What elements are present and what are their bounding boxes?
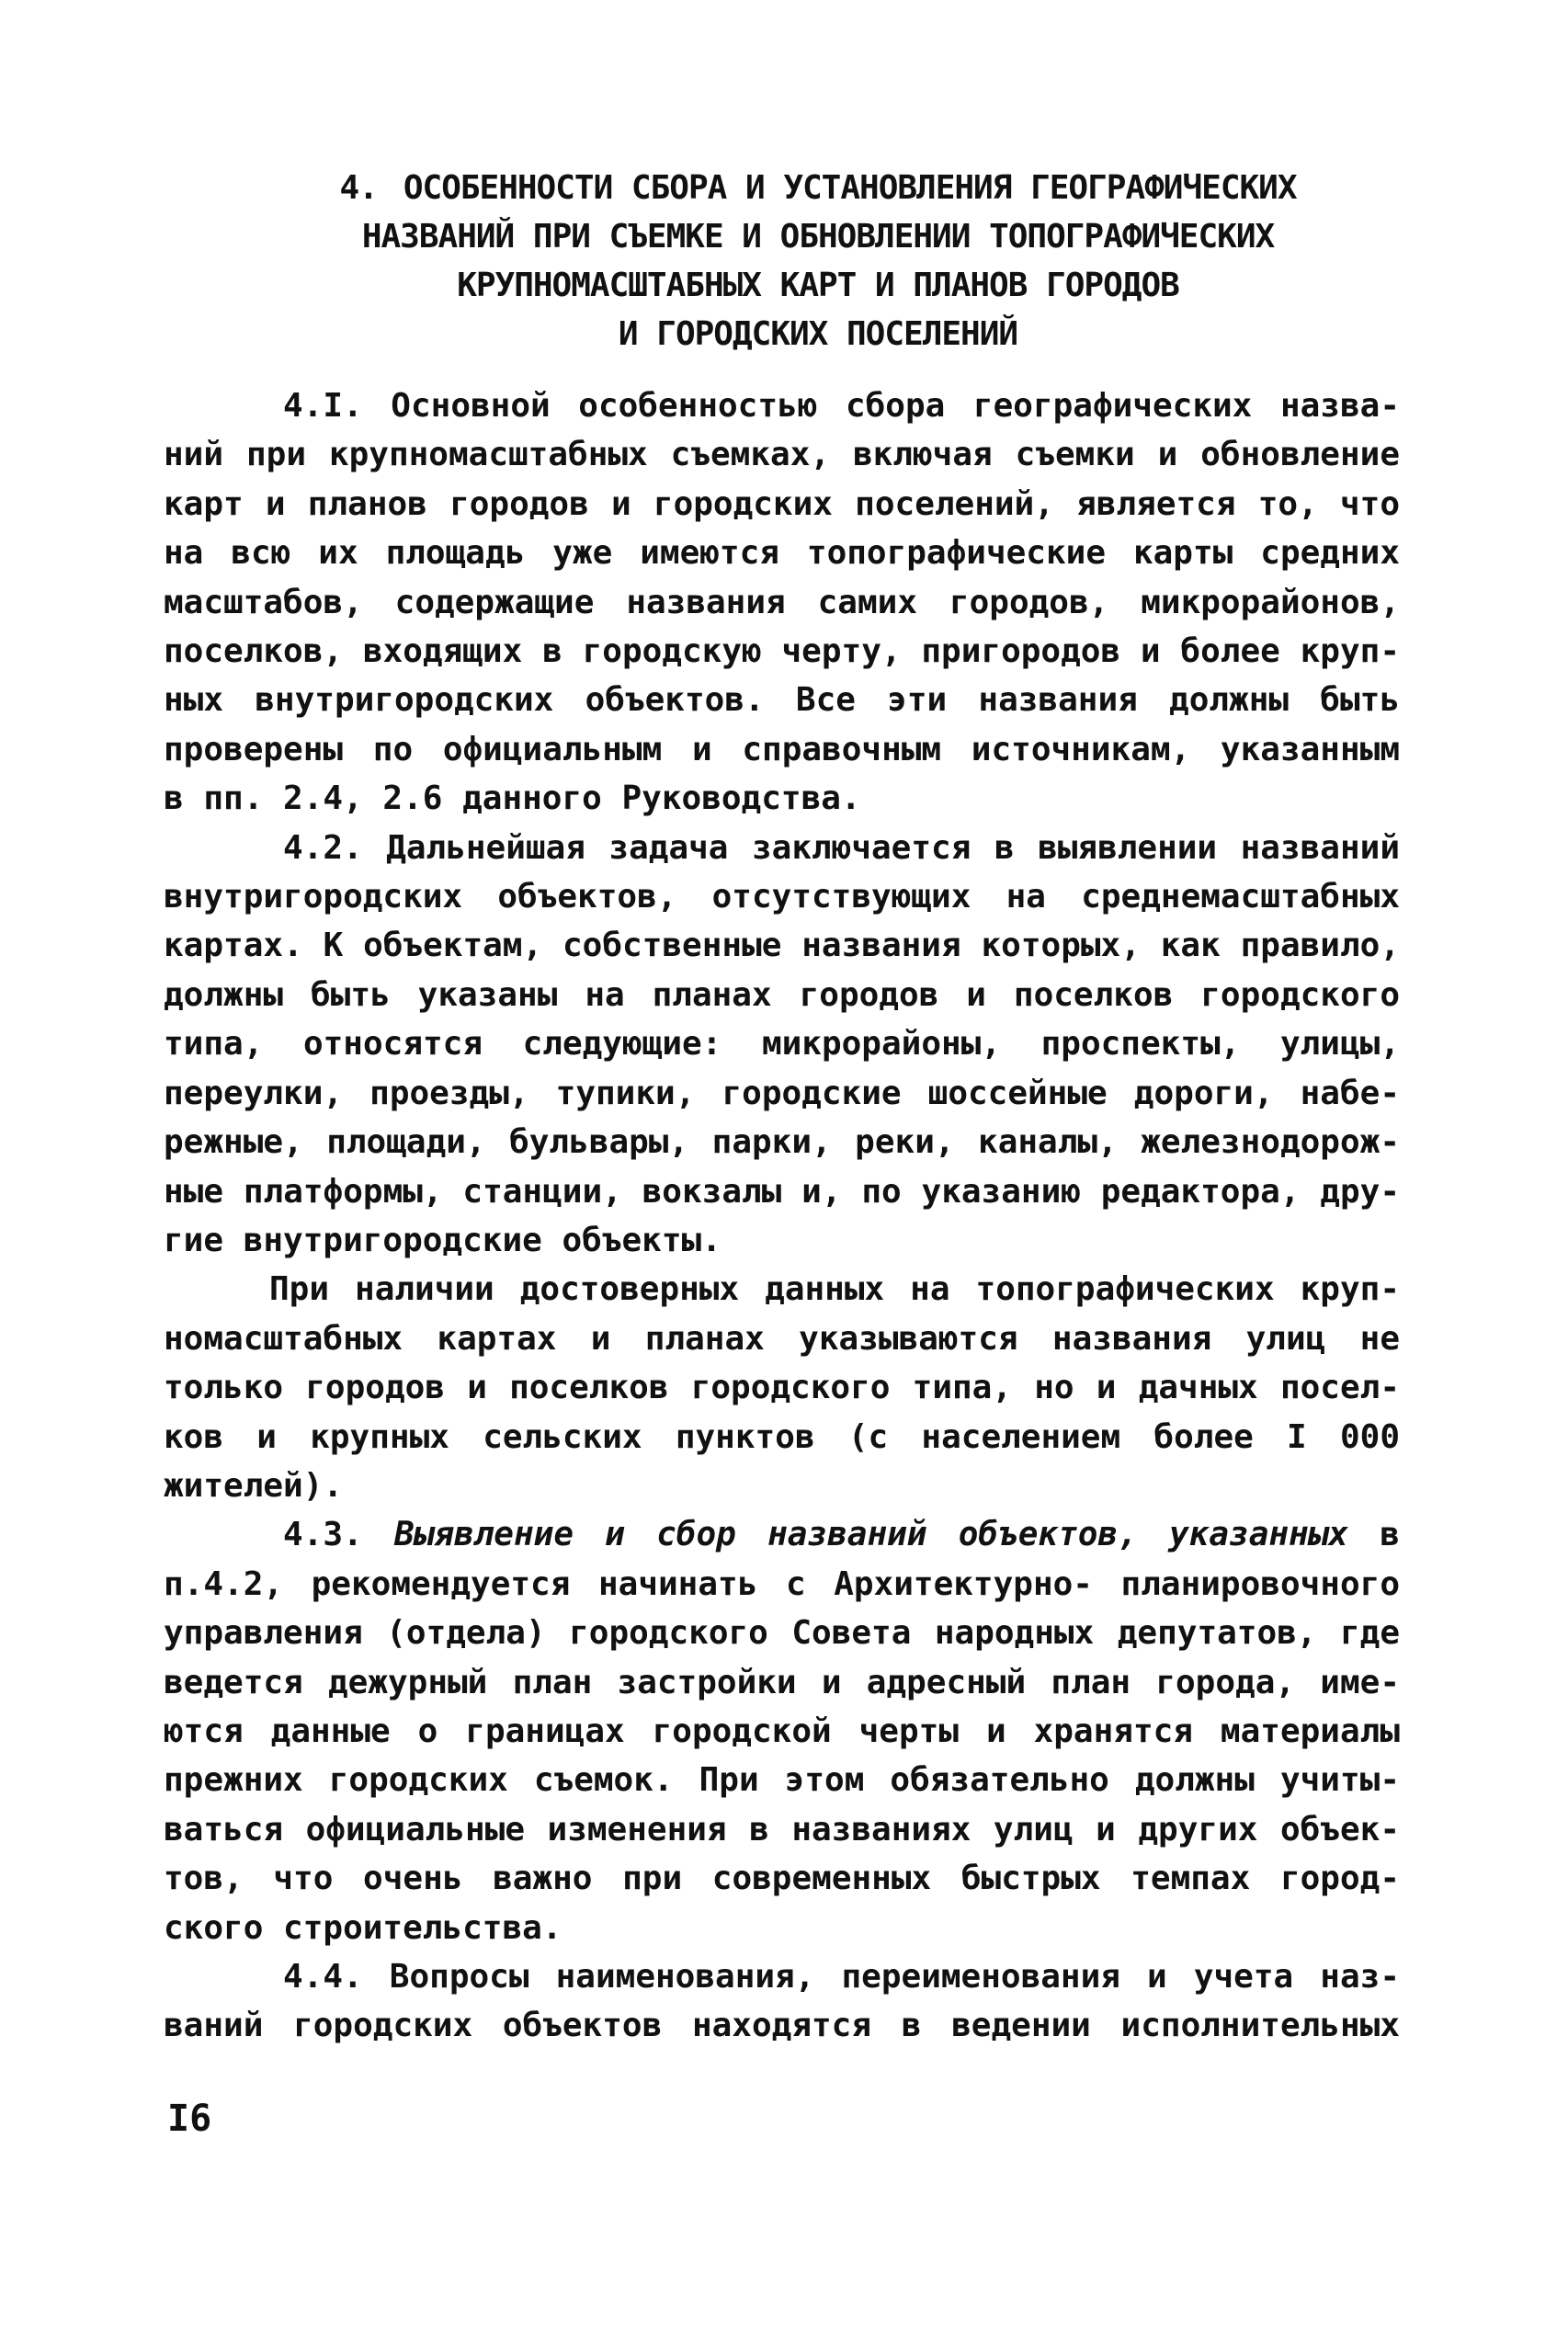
text-line: п.4.2, рекомендуется начинать с Архитектурно- планировочного — [164, 1564, 1400, 1603]
paragraph-4-3 — [164, 1510, 1400, 1952]
text-line: внутригородских объектов, отсутствующих на среднемасштабных — [164, 878, 1400, 916]
text-line: должны быть указаны на планах городов и поселков городского — [164, 975, 1400, 1014]
heading-line: НАЗВАНИЙ ПРИ СЪЕМКЕ И ОБНОВЛЕНИИ ТОПОГРАФИЧЕСКИХ — [361, 218, 1275, 256]
text-line: ского строительства. — [164, 1908, 562, 1947]
text-line: прежних городских съемок. При этом обязательно должны учиты- — [164, 1761, 1400, 1800]
text-line: ются данные о границах городской черты и хранятся материалы — [164, 1712, 1400, 1750]
text-line: в пп. 2.4, 2.6 данного Руководства. — [164, 779, 861, 818]
page-number: I6 — [167, 2098, 212, 2140]
text-line: переулки, проезды, тупики, городские шоссейные дороги, набе- — [164, 1074, 1400, 1112]
text-line: ведется дежурный план застройки и адресный план города, име- — [164, 1663, 1400, 1701]
body-text — [164, 381, 1400, 2051]
paragraph-4-1 — [164, 381, 1400, 824]
heading-line: 4. ОСОБЕННОСТИ СБОРА И УСТАНОВЛЕНИЯ ГЕОГРАФИЧЕСКИХ — [339, 169, 1297, 207]
text-line: типа, относятся следующие: микрорайоны, проспекты, улицы, — [164, 1025, 1400, 1064]
heading-line: И ГОРОДСКИХ ПОСЕЛЕНИЙ — [618, 315, 1018, 353]
text-line: ные платформы, станции, вокзалы и, по указанию редактора, дру- — [164, 1172, 1400, 1211]
text-line: на всю их площадь уже имеются топографические карты средних — [164, 534, 1400, 573]
text-line: При наличии достоверных данных на топографических круп- — [269, 1270, 1400, 1309]
text-line: 4.I. Основной особенностью сбора географических назва- — [283, 387, 1400, 425]
text-line: 4.2. Дальнейшая задача заключается в выявлении названий — [283, 828, 1400, 867]
text-line: ных внутригородских объектов. Все эти названия должны быть — [164, 681, 1400, 720]
text-line: поселков, входящих в городскую черту, пригородов и более круп- — [164, 632, 1400, 671]
text-line: проверены по официальным и справочным источникам, указанным — [164, 730, 1400, 768]
paragraph-4-4 — [164, 1952, 1400, 2051]
paragraph-4-2 — [164, 824, 1400, 1266]
text-line: тов, что очень важно при современных быстрых темпах город- — [164, 1860, 1400, 1898]
paragraph-number: 4.3. — [283, 1516, 363, 1554]
section-heading — [276, 164, 1360, 358]
text-line: картах. К объектам, собственные названия которых, как правило, — [164, 927, 1400, 965]
text-line: управления (отдела) городского Совета народных депутатов, где — [164, 1614, 1400, 1653]
italic-lead: Выявление и сбор названий объектов, указанных — [393, 1516, 1349, 1554]
section-number: 4. — [339, 169, 378, 207]
text-line: ний при крупномасштабных съемках, включая съемки и обновление — [164, 436, 1400, 474]
text-line: ваться официальные изменения в названиях улиц и других объек- — [164, 1810, 1400, 1849]
text-line: номасштабных картах и планах указываются названия улиц не — [164, 1319, 1400, 1358]
text-line: ваний городских объектов находятся в ведении исполнительных — [164, 2007, 1400, 2045]
text-line: 4.3. Выявление и сбор названий объектов, указанных в — [283, 1516, 1400, 1554]
text-line: 4.4. Вопросы наименования, переименования и учета наз- — [283, 1958, 1400, 1996]
text-line: только городов и поселков городского типа, но и дачных посел- — [164, 1369, 1400, 1407]
text-line: режные, площади, бульвары, парки, реки, каналы, железнодорож- — [164, 1123, 1400, 1162]
paragraph-4-2-continued — [164, 1265, 1400, 1510]
heading-line: КРУПНОМАСШТАБНЫХ КАРТ И ПЛАНОВ ГОРОДОВ — [457, 267, 1179, 304]
text-line: жителей). — [164, 1466, 344, 1505]
text-line: ков и крупных сельских пунктов (с населением более I 000 — [164, 1417, 1400, 1456]
text-line: гие внутригородские объекты. — [164, 1221, 722, 1259]
text-line: масштабов, содержащие названия самих городов, микрорайонов, — [164, 583, 1400, 621]
text-line: карт и планов городов и городских поселений, является то, что — [164, 484, 1400, 523]
